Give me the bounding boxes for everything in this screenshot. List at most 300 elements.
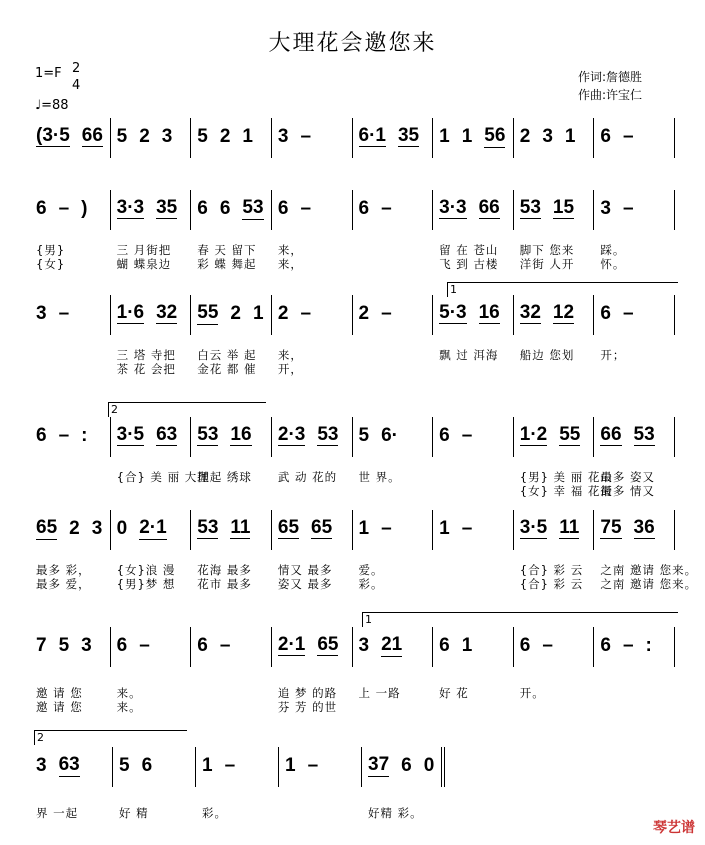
measure-notes: [439, 198, 509, 219]
lyric-line-2: 花市 最多: [197, 577, 252, 591]
measure-notes: [600, 126, 670, 148]
measure: [514, 627, 595, 700]
volta-2-label: 2: [111, 403, 118, 416]
measure-notes: [197, 126, 267, 148]
measure-notes: [202, 755, 274, 777]
note-group: 1: [461, 126, 473, 147]
measure: [272, 295, 353, 376]
note-group: 6: [600, 126, 611, 147]
lyric-line-1: 上 一路: [358, 686, 401, 700]
time-signature: [72, 60, 80, 94]
volta-2b-label: 2: [37, 731, 44, 744]
measure-notes: [520, 303, 590, 324]
lyric-line-1: 最多 彩，: [36, 563, 91, 577]
note-group: 1: [564, 126, 576, 147]
lyric-line-2: 来。: [116, 700, 142, 714]
note-group: 53: [633, 424, 655, 445]
measure: [113, 747, 196, 820]
measure-notes: [520, 126, 590, 148]
measure: [433, 295, 514, 362]
lyric-line-1: 好精 彩。: [368, 806, 423, 820]
note-group: 21: [381, 634, 403, 655]
measure-notes: [119, 755, 191, 777]
note-group: 65: [311, 517, 333, 538]
system-2: [30, 190, 675, 271]
measure-notes: [197, 425, 267, 446]
note-group: –: [622, 198, 634, 219]
measure-notes: [600, 635, 670, 657]
lyricist-credit: 作词:詹德胜: [578, 70, 643, 84]
song-title: 大理花会邀您来: [268, 31, 437, 56]
key-signature: 1=F: [35, 66, 62, 81]
watermark-logo: 琴艺谱: [653, 820, 695, 836]
note-group: –: [622, 303, 634, 324]
note-group: 2: [358, 303, 370, 324]
lyric-line-1: 好 精: [119, 806, 149, 820]
note-group: 0: [116, 518, 128, 539]
measure-notes: [117, 425, 187, 446]
note-group: –: [381, 303, 392, 324]
measure-notes: [278, 198, 348, 220]
lyric-line-1: 来，: [277, 243, 303, 257]
volta-1: [447, 282, 678, 297]
note-group: 32: [156, 302, 178, 323]
lyric-line-2: {女}: [36, 257, 66, 271]
note-group: (3·5: [36, 125, 70, 146]
note-group: 66: [600, 424, 622, 445]
note-group: 6: [36, 198, 47, 219]
note-group: :: [81, 425, 88, 446]
lyric-line-2: 飞 到 古楼: [439, 257, 499, 271]
lyric-line-1: 来。: [116, 686, 142, 700]
measure-notes: [197, 198, 267, 220]
note-group: 6: [116, 635, 128, 656]
measure: [191, 118, 272, 158]
note-group: 11: [230, 517, 251, 538]
lyric-line-1: 三 塔 寺把: [116, 348, 176, 362]
note-group: 5·3: [439, 302, 467, 323]
measure-notes: [359, 198, 429, 220]
lyric-line-1: 彩。: [202, 806, 227, 820]
measure-notes: [278, 126, 348, 148]
note-group: 3: [542, 126, 553, 147]
measure-notes: [359, 518, 429, 540]
lyric-line-2: 开，: [277, 362, 303, 376]
note-group: –: [307, 755, 319, 776]
lyric-line-2: 邀 请 您: [36, 700, 83, 714]
note-group: 3: [36, 303, 47, 324]
lyric-line-2: {女} 幸 福 花街: [519, 484, 613, 498]
volta-2b: [34, 730, 187, 745]
note-group: 1: [252, 303, 264, 324]
measure-notes: [600, 518, 670, 539]
measure-notes: [359, 635, 429, 657]
note-group: 6: [519, 635, 531, 656]
note-group: 2·1: [139, 517, 167, 538]
note-group: 37: [368, 754, 390, 775]
measure-notes: [117, 518, 187, 540]
lyric-line-1: 开；: [600, 348, 626, 362]
note-group: –: [300, 126, 312, 147]
note-group: 2·3: [277, 424, 306, 445]
note-group: 6: [439, 635, 450, 656]
lyric-line-1: 好 花: [439, 686, 469, 700]
note-group: 16: [478, 302, 500, 323]
measure-notes: [36, 425, 106, 447]
note-group: –: [622, 635, 634, 656]
measure: [353, 510, 434, 591]
note-group: 3: [91, 518, 103, 539]
lyric-line-2: 茶 花 会把: [116, 362, 176, 376]
measure-notes: [197, 635, 267, 657]
note-group: ): [81, 198, 88, 219]
lyric-line-2: 金花 都 催: [197, 362, 257, 376]
system-1: [30, 118, 675, 158]
note-group: 53: [197, 517, 219, 538]
measure: [514, 510, 595, 591]
note-group: 3: [277, 126, 289, 147]
note-group: 2: [230, 303, 241, 324]
note-group: 2·1: [277, 634, 306, 655]
note-group: 1: [461, 635, 473, 656]
measure: [353, 190, 434, 230]
lyric-line-1: 情又 最多: [277, 563, 333, 577]
note-group: 63: [58, 754, 80, 775]
lyric-line-1: {合} 彩 云: [519, 563, 584, 577]
note-group: 15: [552, 197, 575, 218]
note-group: –: [58, 425, 70, 446]
lyric-line-1: {女}浪 漫: [116, 563, 176, 577]
note-group: 5: [358, 425, 370, 446]
measure-notes: [36, 303, 106, 325]
note-group: 6·: [381, 425, 398, 446]
lyric-line-2: 来，: [277, 257, 303, 271]
note-group: 36: [633, 517, 655, 538]
measure-notes: [600, 303, 670, 325]
note-group: 65: [36, 517, 58, 538]
note-group: 3: [161, 126, 173, 147]
measure-notes: [36, 126, 106, 147]
lyric-line-1: 春 天 留下: [197, 243, 257, 257]
measure: [514, 118, 595, 158]
measure: [594, 627, 675, 667]
lyric-line-1: 留 在 苍山: [439, 243, 499, 257]
lyric-line-1: 白云 举 起: [197, 348, 257, 362]
volta-1-label: 1: [450, 283, 457, 296]
volta-1b: [362, 612, 678, 627]
note-group: 3: [358, 635, 370, 656]
measure: [30, 190, 111, 271]
lyric-line-1: 邀 请 您: [36, 686, 83, 700]
measure: [272, 510, 353, 591]
note-group: 11: [559, 517, 580, 538]
note-group: 53: [197, 424, 219, 445]
measure: [594, 118, 675, 158]
measure: [111, 295, 192, 376]
note-group: –: [622, 126, 634, 147]
measure: [594, 510, 698, 591]
note-group: 1·6: [116, 302, 145, 323]
time-sig-top: 2: [72, 61, 81, 76]
measure-notes: [600, 425, 670, 446]
lyric-line-2: 之南 邀请 您来。: [600, 577, 698, 591]
note-group: 65: [277, 517, 300, 538]
measure-notes: [520, 518, 590, 539]
measure: [433, 627, 514, 700]
lyric-line-1: 船边 您划: [519, 348, 575, 362]
measure: [191, 417, 272, 484]
measure: [111, 510, 192, 591]
note-group: –: [300, 303, 312, 324]
measure-notes: [368, 755, 437, 777]
measure-notes: [197, 303, 267, 325]
note-group: 16: [230, 424, 252, 445]
time-sig-bottom: 4: [72, 78, 81, 93]
note-group: 66: [478, 197, 500, 218]
lyric-line-2: {合} 彩 云: [519, 577, 584, 591]
note-group: 32: [519, 302, 541, 323]
lyric-line-2: 最多 情又: [600, 484, 656, 498]
note-group: –: [381, 198, 392, 219]
note-group: 53: [317, 424, 339, 445]
measure: [514, 190, 595, 271]
measure-notes: [278, 425, 348, 446]
measure: [30, 417, 111, 457]
measure-notes: [278, 303, 348, 325]
note-group: 1: [202, 755, 213, 776]
measure-notes: [439, 518, 509, 540]
measure: [196, 747, 279, 820]
lyric-line-1: {男} 美 丽 花山: [519, 470, 613, 484]
note-group: 1: [439, 518, 450, 539]
measure-notes: [439, 635, 509, 657]
note-group: 6: [277, 198, 289, 219]
note-group: 2: [219, 126, 231, 147]
note-group: 5: [58, 635, 70, 656]
note-group: 6·1: [358, 125, 386, 146]
system-7: [30, 747, 445, 820]
note-group: 3·5: [116, 424, 145, 445]
note-group: –: [139, 635, 150, 656]
measure-notes: [359, 303, 429, 325]
measure-notes: [439, 126, 509, 148]
measure: [30, 295, 111, 335]
note-group: 2: [277, 303, 289, 324]
note-group: 5: [119, 755, 130, 776]
note-group: 53: [519, 197, 541, 218]
measure: [353, 627, 434, 700]
lyric-line-1: 开。: [519, 686, 545, 700]
measure-notes: [36, 198, 106, 220]
measure: [514, 295, 595, 362]
lyric-line-2: 蝴 蝶泉边: [116, 257, 172, 271]
measure-notes: [359, 126, 429, 147]
note-group: 6: [600, 635, 611, 656]
measure-notes: [285, 755, 357, 777]
measure: [191, 627, 272, 667]
note-group: 35: [397, 125, 420, 146]
lyric-line-1: {男}: [36, 243, 66, 257]
note-group: –: [461, 518, 473, 539]
tempo-marking: ♩=88: [35, 98, 69, 113]
lyric-line-1: 踩。: [600, 243, 626, 257]
lyric-line-1: 飘 过 洱海: [439, 348, 499, 362]
note-group: 66: [81, 125, 103, 146]
note-group: 56: [484, 125, 506, 146]
measure-notes: [117, 198, 187, 219]
note-group: 6: [358, 198, 370, 219]
measure: [272, 190, 353, 271]
lyric-line-1: 追 梦 的路: [277, 686, 338, 700]
system-4: [30, 417, 675, 498]
measure: [191, 295, 272, 376]
note-group: 53: [242, 197, 264, 218]
measure: [362, 747, 445, 820]
measure-notes: [439, 303, 509, 324]
measure: [433, 118, 514, 158]
measure-notes: [278, 518, 348, 539]
measure: [30, 627, 111, 714]
measure: [30, 118, 111, 158]
measure: [594, 295, 675, 362]
measure-notes: [36, 518, 106, 540]
lyric-line-1: 来，: [277, 348, 303, 362]
measure: [272, 627, 353, 714]
note-group: 35: [156, 197, 178, 218]
measure: [594, 190, 675, 271]
measure-notes: [197, 518, 267, 539]
note-group: –: [461, 425, 473, 446]
note-group: –: [300, 198, 312, 219]
lyric-line-1: 最多 姿又: [600, 470, 656, 484]
note-group: 55: [559, 424, 581, 445]
note-group: 3·3: [439, 197, 467, 218]
lyric-line-2: 洋街 人开: [519, 257, 575, 271]
measure-notes: [439, 425, 509, 447]
measure-notes: [520, 425, 590, 446]
note-group: 6: [219, 198, 231, 219]
measure: [191, 510, 272, 591]
measure-notes: [600, 198, 670, 220]
lyric-line-2: 彩 蝶 舞起: [197, 257, 257, 271]
lyric-line-2: 姿又 最多: [277, 577, 333, 591]
note-group: 63: [156, 424, 178, 445]
lyric-line-2: 怀。: [600, 257, 626, 271]
system-3: [30, 295, 675, 376]
note-group: 3·3: [116, 197, 145, 218]
lyric-line-1: {合} 美 丽 大理: [116, 470, 210, 484]
note-group: 0: [423, 755, 435, 776]
measure-notes: [359, 425, 429, 447]
measure-notes: [36, 755, 108, 777]
note-group: 2: [139, 126, 150, 147]
lyric-line-2: 彩。: [358, 577, 384, 591]
note-group: 3: [36, 755, 47, 776]
measure-notes: [520, 635, 590, 657]
note-group: 7: [36, 635, 47, 656]
system-5: [30, 510, 698, 591]
measure: [433, 190, 514, 271]
note-group: –: [58, 198, 70, 219]
measure: [30, 510, 111, 591]
note-group: 3·5: [519, 517, 548, 538]
note-group: 6: [439, 425, 450, 446]
note-group: 1: [439, 126, 450, 147]
measure: [111, 118, 192, 158]
note-group: :: [645, 635, 652, 656]
lyric-line-1: 花海 最多: [197, 563, 252, 577]
composer-credit: 作曲:许宝仁: [578, 88, 643, 102]
measure: [279, 747, 362, 787]
measure: [111, 627, 192, 714]
lyric-line-1: 之南 邀请 您来。: [600, 563, 698, 577]
measure: [353, 417, 434, 484]
note-group: 6: [600, 303, 611, 324]
note-group: 3: [81, 635, 92, 656]
note-group: 55: [197, 302, 219, 323]
note-group: 2: [69, 518, 80, 539]
lyric-line-2: 芬 芳 的世: [277, 700, 338, 714]
volta-2: [108, 402, 266, 417]
note-group: 1: [242, 126, 253, 147]
volta-1b-label: 1: [365, 613, 372, 626]
measure: [30, 747, 113, 820]
note-group: –: [381, 518, 392, 539]
note-group: –: [219, 635, 231, 656]
measure: [433, 510, 514, 550]
note-group: –: [58, 303, 70, 324]
measure: [433, 417, 514, 457]
measure: [594, 417, 675, 498]
measure: [272, 417, 353, 484]
measure: [191, 190, 272, 271]
note-group: 65: [317, 634, 339, 655]
note-group: 5: [116, 126, 128, 147]
measure-notes: [520, 198, 590, 219]
note-group: 5: [197, 126, 208, 147]
measure-notes: [278, 635, 348, 656]
lyric-line-1: 爱。: [358, 563, 384, 577]
note-group: 6: [197, 198, 208, 219]
measure: [353, 118, 434, 158]
measure: [272, 118, 353, 158]
note-group: 6: [141, 755, 153, 776]
note-group: 75: [600, 517, 622, 538]
note-group: 1: [285, 755, 296, 776]
measure-notes: [117, 126, 187, 148]
lyric-line-1: 三 月街把: [116, 243, 172, 257]
lyric-line-1: 界 一起: [36, 806, 79, 820]
measure: [111, 190, 192, 271]
note-group: 6: [36, 425, 47, 446]
lyric-line-1: 脚下 您来: [519, 243, 575, 257]
lyric-line-2: {男}梦 想: [116, 577, 176, 591]
note-group: 12: [552, 302, 575, 323]
lyric-line-2: 最多 爱，: [36, 577, 91, 591]
measure-notes: [117, 303, 187, 324]
measure-notes: [36, 635, 106, 657]
note-group: 6: [197, 635, 208, 656]
note-group: –: [542, 635, 553, 656]
note-group: 3: [600, 198, 611, 219]
measure-notes: [117, 635, 187, 657]
note-group: –: [224, 755, 236, 776]
lyric-line-1: 抛起 绣球: [197, 470, 252, 484]
measure: [353, 295, 434, 335]
note-group: 6: [401, 755, 412, 776]
lyric-line-1: 武 动 花的: [277, 470, 338, 484]
note-group: 2: [519, 126, 531, 147]
